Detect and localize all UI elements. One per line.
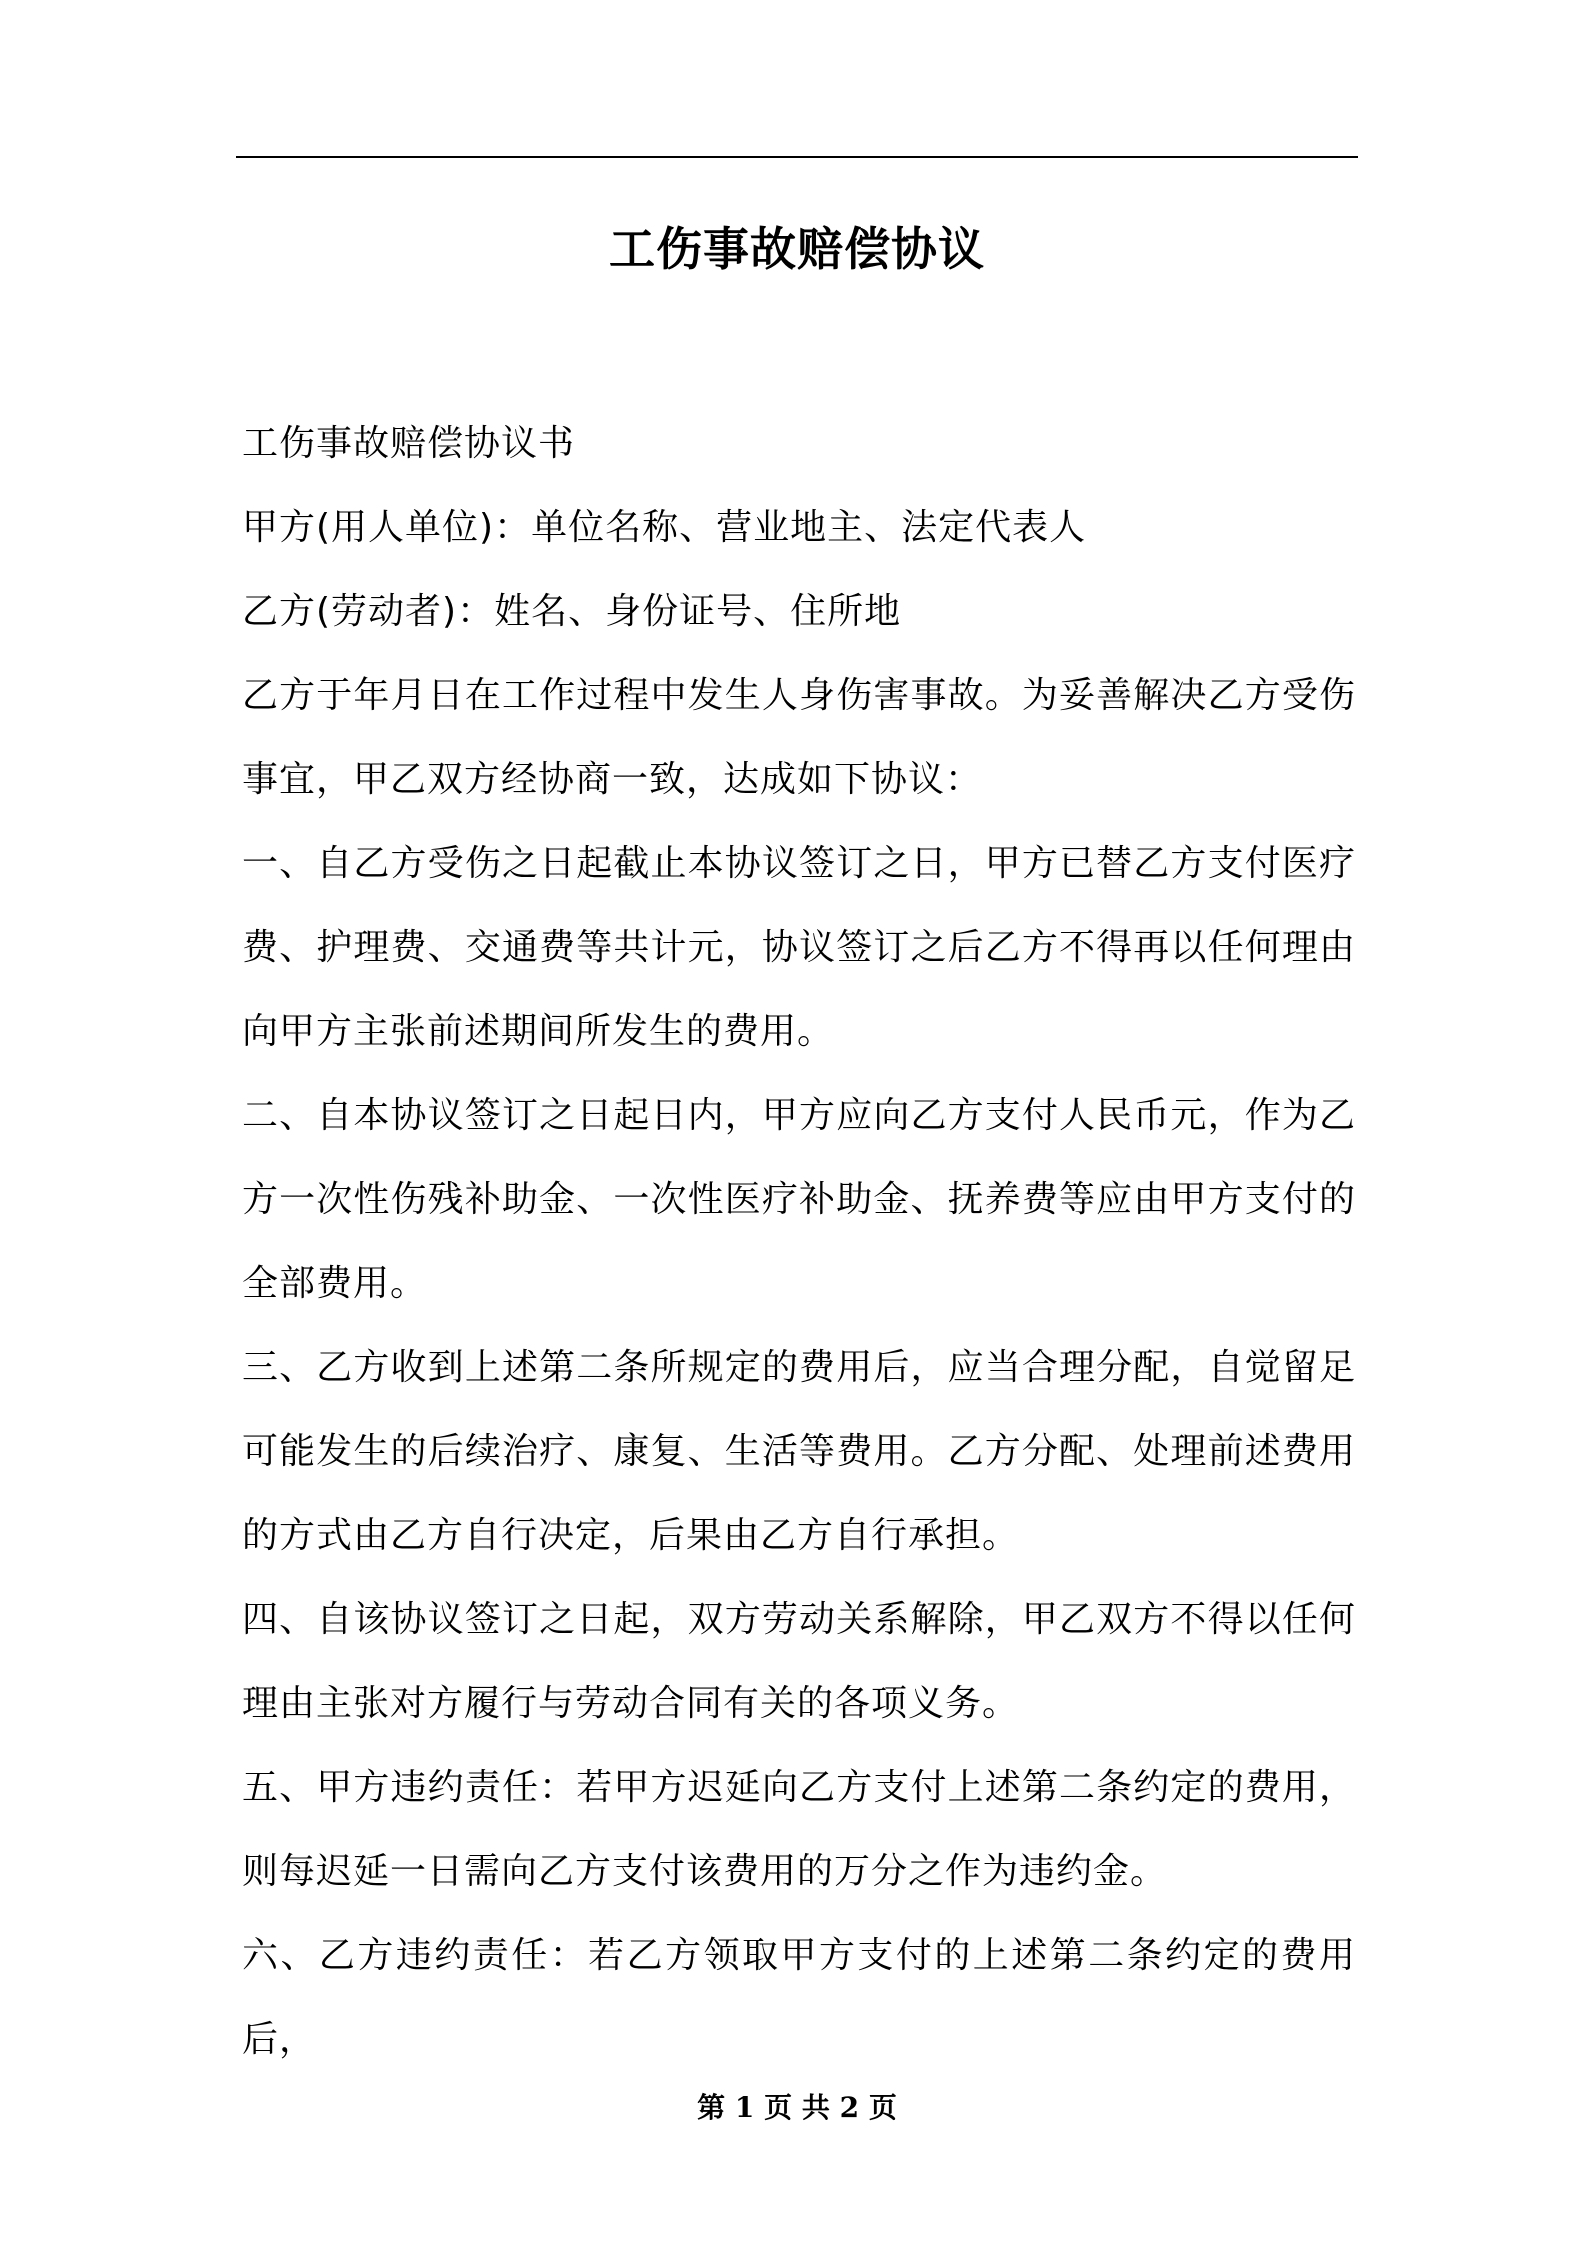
- document-body: [242, 402, 1356, 2082]
- document-title: 工伤事故赔偿协议: [609, 222, 985, 276]
- page-number-footer: 第 1 页 共 2 页: [697, 2091, 897, 2124]
- party-a-paragraph: 甲方(用人单位)：单位名称、营业地主、法定代表人: [242, 507, 1087, 548]
- clause-1-paragraph: 一、自乙方受伤之日起截止本协议签订之日，甲方已替乙方支付医疗费、护理费、交通费等共计元，协议签订之后乙方不得再以任何理由向甲方主张前述期间所发生的费用。: [242, 843, 1356, 1052]
- clause-2-paragraph: 二、自本协议签订之日起日内，甲方应向乙方支付人民币元，作为乙方一次性伤残补助金、一次性医疗补助金、抚养费等应由甲方支付的全部费用。: [242, 1095, 1356, 1304]
- clause-5-paragraph: 五、甲方违约责任：若甲方迟延向乙方支付上述第二条约定的费用，则每迟延一日需向乙方支付该费用的万分之作为违约金。: [242, 1767, 1356, 1892]
- party-b-paragraph: 乙方(劳动者)：姓名、身份证号、住所地: [242, 591, 902, 632]
- clause-3-paragraph: 三、乙方收到上述第二条所规定的费用后，应当合理分配，自觉留足可能发生的后续治疗、康复、生活等费用。乙方分配、处理前述费用的方式由乙方自行决定，后果由乙方自行承担。: [242, 1347, 1356, 1556]
- clause-4-paragraph: 四、自该协议签订之日起，双方劳动关系解除，甲乙双方不得以任何理由主张对方履行与劳动合同有关的各项义务。: [242, 1599, 1356, 1724]
- subtitle-paragraph: 工伤事故赔偿协议书: [242, 423, 576, 464]
- header-rule: [236, 156, 1358, 158]
- preamble-paragraph: 乙方于年月日在工作过程中发生人身伤害事故。为妥善解决乙方受伤事宜，甲乙双方经协商一致，达成如下协议：: [242, 675, 1356, 800]
- clause-6-paragraph: 六、乙方违约责任：若乙方领取甲方支付的上述第二条约定的费用后，: [242, 1935, 1356, 2060]
